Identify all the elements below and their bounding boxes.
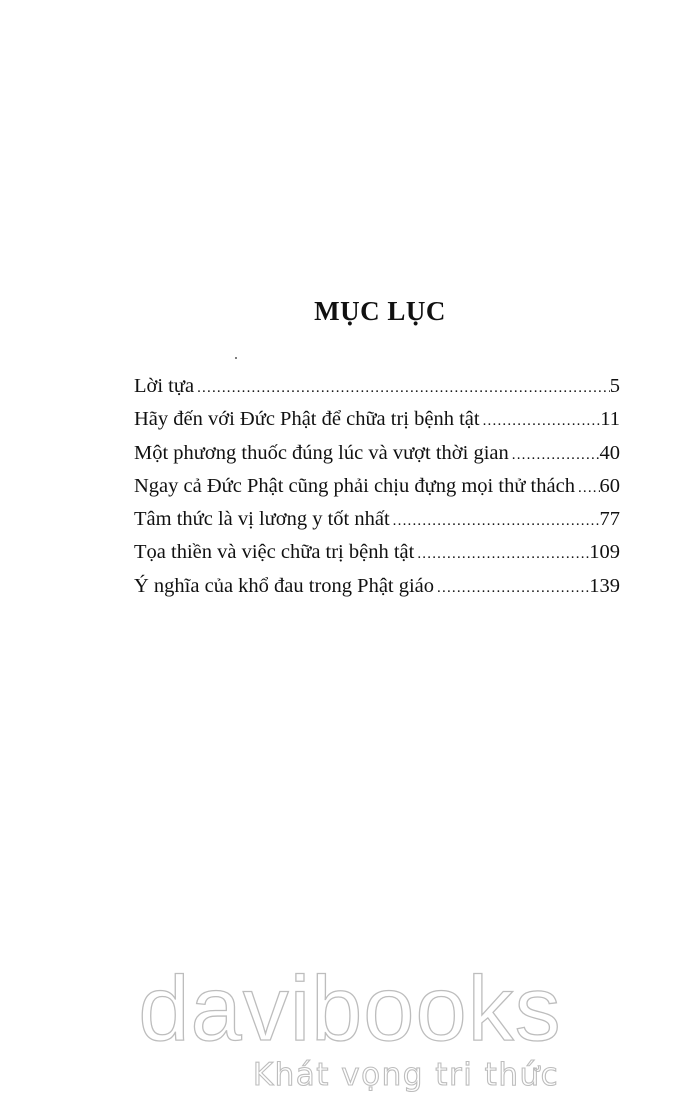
toc-entry	[134, 437, 620, 470]
toc-page-number: 60	[599, 474, 620, 497]
toc-entry	[134, 536, 620, 569]
dot-leader	[194, 372, 610, 403]
toc-page-number: 40	[599, 441, 620, 464]
toc-entry	[134, 403, 620, 436]
toc-page-number: 5	[609, 375, 620, 397]
watermark-brand: davibooks	[138, 960, 562, 1060]
toc-entry-title: Tâm thức là vị lương y tốt nhất	[134, 508, 390, 531]
toc-entry-title: Hãy đến với Đức Phật để chữa trị bệnh tật	[134, 408, 480, 431]
toc-page-number: 11	[600, 408, 620, 431]
toc-title: MỤC LỤC	[314, 296, 446, 326]
toc-entry	[134, 503, 620, 536]
toc-entry-title: Lời tựa	[134, 375, 195, 397]
watermark-logo	[0, 960, 700, 1098]
toc-page-number: 109	[589, 541, 620, 564]
toc-entry-title: Tọa thiền và việc chữa trị bệnh tật	[134, 541, 415, 564]
toc-entry-title: Một phương thuốc đúng lúc và vượt thời gian	[134, 441, 509, 464]
toc-entry	[134, 470, 620, 503]
toc-page-number: 139	[589, 574, 620, 597]
dot-leader	[390, 505, 600, 536]
dot-leader	[480, 405, 601, 436]
table-of-contents	[134, 370, 620, 603]
dot-leader	[509, 439, 600, 470]
dot-leader	[434, 572, 589, 603]
watermark-slogan: Khát vọng tri thức	[252, 1057, 560, 1093]
toc-page-number: 77	[599, 508, 620, 531]
toc-entry-title: Ngay cả Đức Phật cũng phải chịu đựng mọi thử thách	[134, 474, 575, 497]
dot-leader	[575, 472, 600, 503]
toc-entry	[134, 570, 620, 603]
toc-entry-title: Ý nghĩa của khổ đau trong Phật giáo	[134, 574, 435, 597]
print-speck	[235, 357, 237, 359]
dot-leader	[414, 538, 589, 569]
toc-entry	[134, 370, 620, 403]
publisher-watermark	[0, 960, 700, 1098]
